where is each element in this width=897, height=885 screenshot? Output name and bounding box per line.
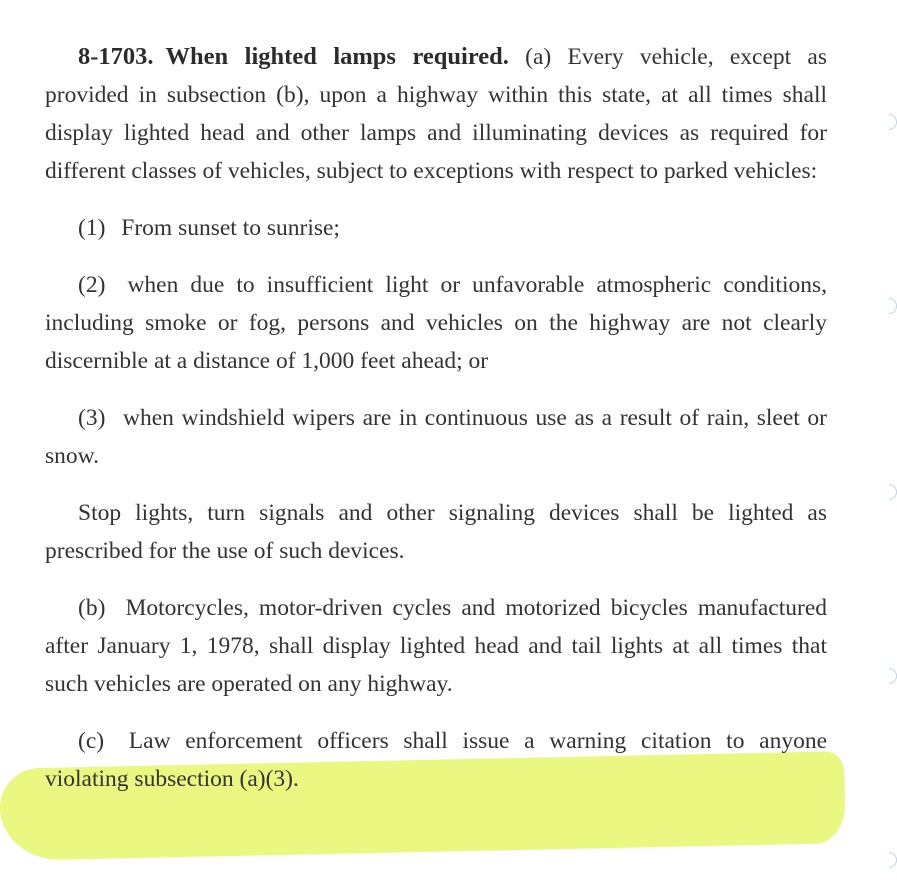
subsection-b bbox=[45, 589, 827, 703]
subsection-b-text: Motorcycles, motor-driven cycles and motorized bicycles manufactured after January 1, 1978, shall display lighted head and tail lights at all times that such vehicles are operated on any highway. bbox=[45, 595, 827, 697]
item-text: From sunset to sunrise; bbox=[121, 215, 340, 241]
item-marker: (2) bbox=[78, 272, 106, 298]
section-number: 8-1703. bbox=[78, 43, 154, 70]
item-marker: (1) bbox=[78, 215, 106, 241]
stop-lights-paragraph: Stop lights, turn signals and other signaling devices shall be lighted as prescribed for the use of such devices. bbox=[45, 500, 827, 564]
subsection-c bbox=[45, 722, 827, 798]
section-title: When lighted lamps required. bbox=[165, 43, 509, 70]
subsection-c-marker: (c) bbox=[78, 728, 105, 754]
page-edge-bracket-icon bbox=[889, 114, 897, 130]
item-text: when due to insufficient light or unfavorable atmospheric conditions, including smoke or fog, persons and vehicles on the highway are not clearly discernible at a distance of 1,000 feet ahead; or bbox=[45, 272, 828, 374]
item-text: when windshield wipers are in continuous use as a result of rain, sleet or snow. bbox=[45, 405, 828, 469]
page-edge-bracket-icon bbox=[889, 668, 897, 684]
list-item-2 bbox=[45, 266, 827, 380]
section-intro bbox=[45, 38, 827, 190]
section-intro-text: (a) Every vehicle, except as provided in subsection (b), upon a highway within this state, at all times shall display lighted head and other lamps and illuminating devices as required for different classes of vehicles, subject to exceptions with respect to parked vehicles: bbox=[45, 44, 827, 184]
statute-page bbox=[45, 38, 827, 817]
list-item-1 bbox=[45, 209, 827, 247]
list-item-3 bbox=[45, 399, 827, 475]
page-edge-bracket-icon bbox=[889, 298, 897, 314]
item-marker: (3) bbox=[78, 405, 106, 431]
page-edge-bracket-icon bbox=[889, 484, 897, 500]
page-edge-bracket-icon bbox=[889, 852, 897, 868]
subsection-b-marker: (b) bbox=[78, 595, 106, 621]
subsection-c-text: Law enforcement officers shall issue a warning citation to anyone violating subsection (a)(3). bbox=[45, 728, 828, 792]
